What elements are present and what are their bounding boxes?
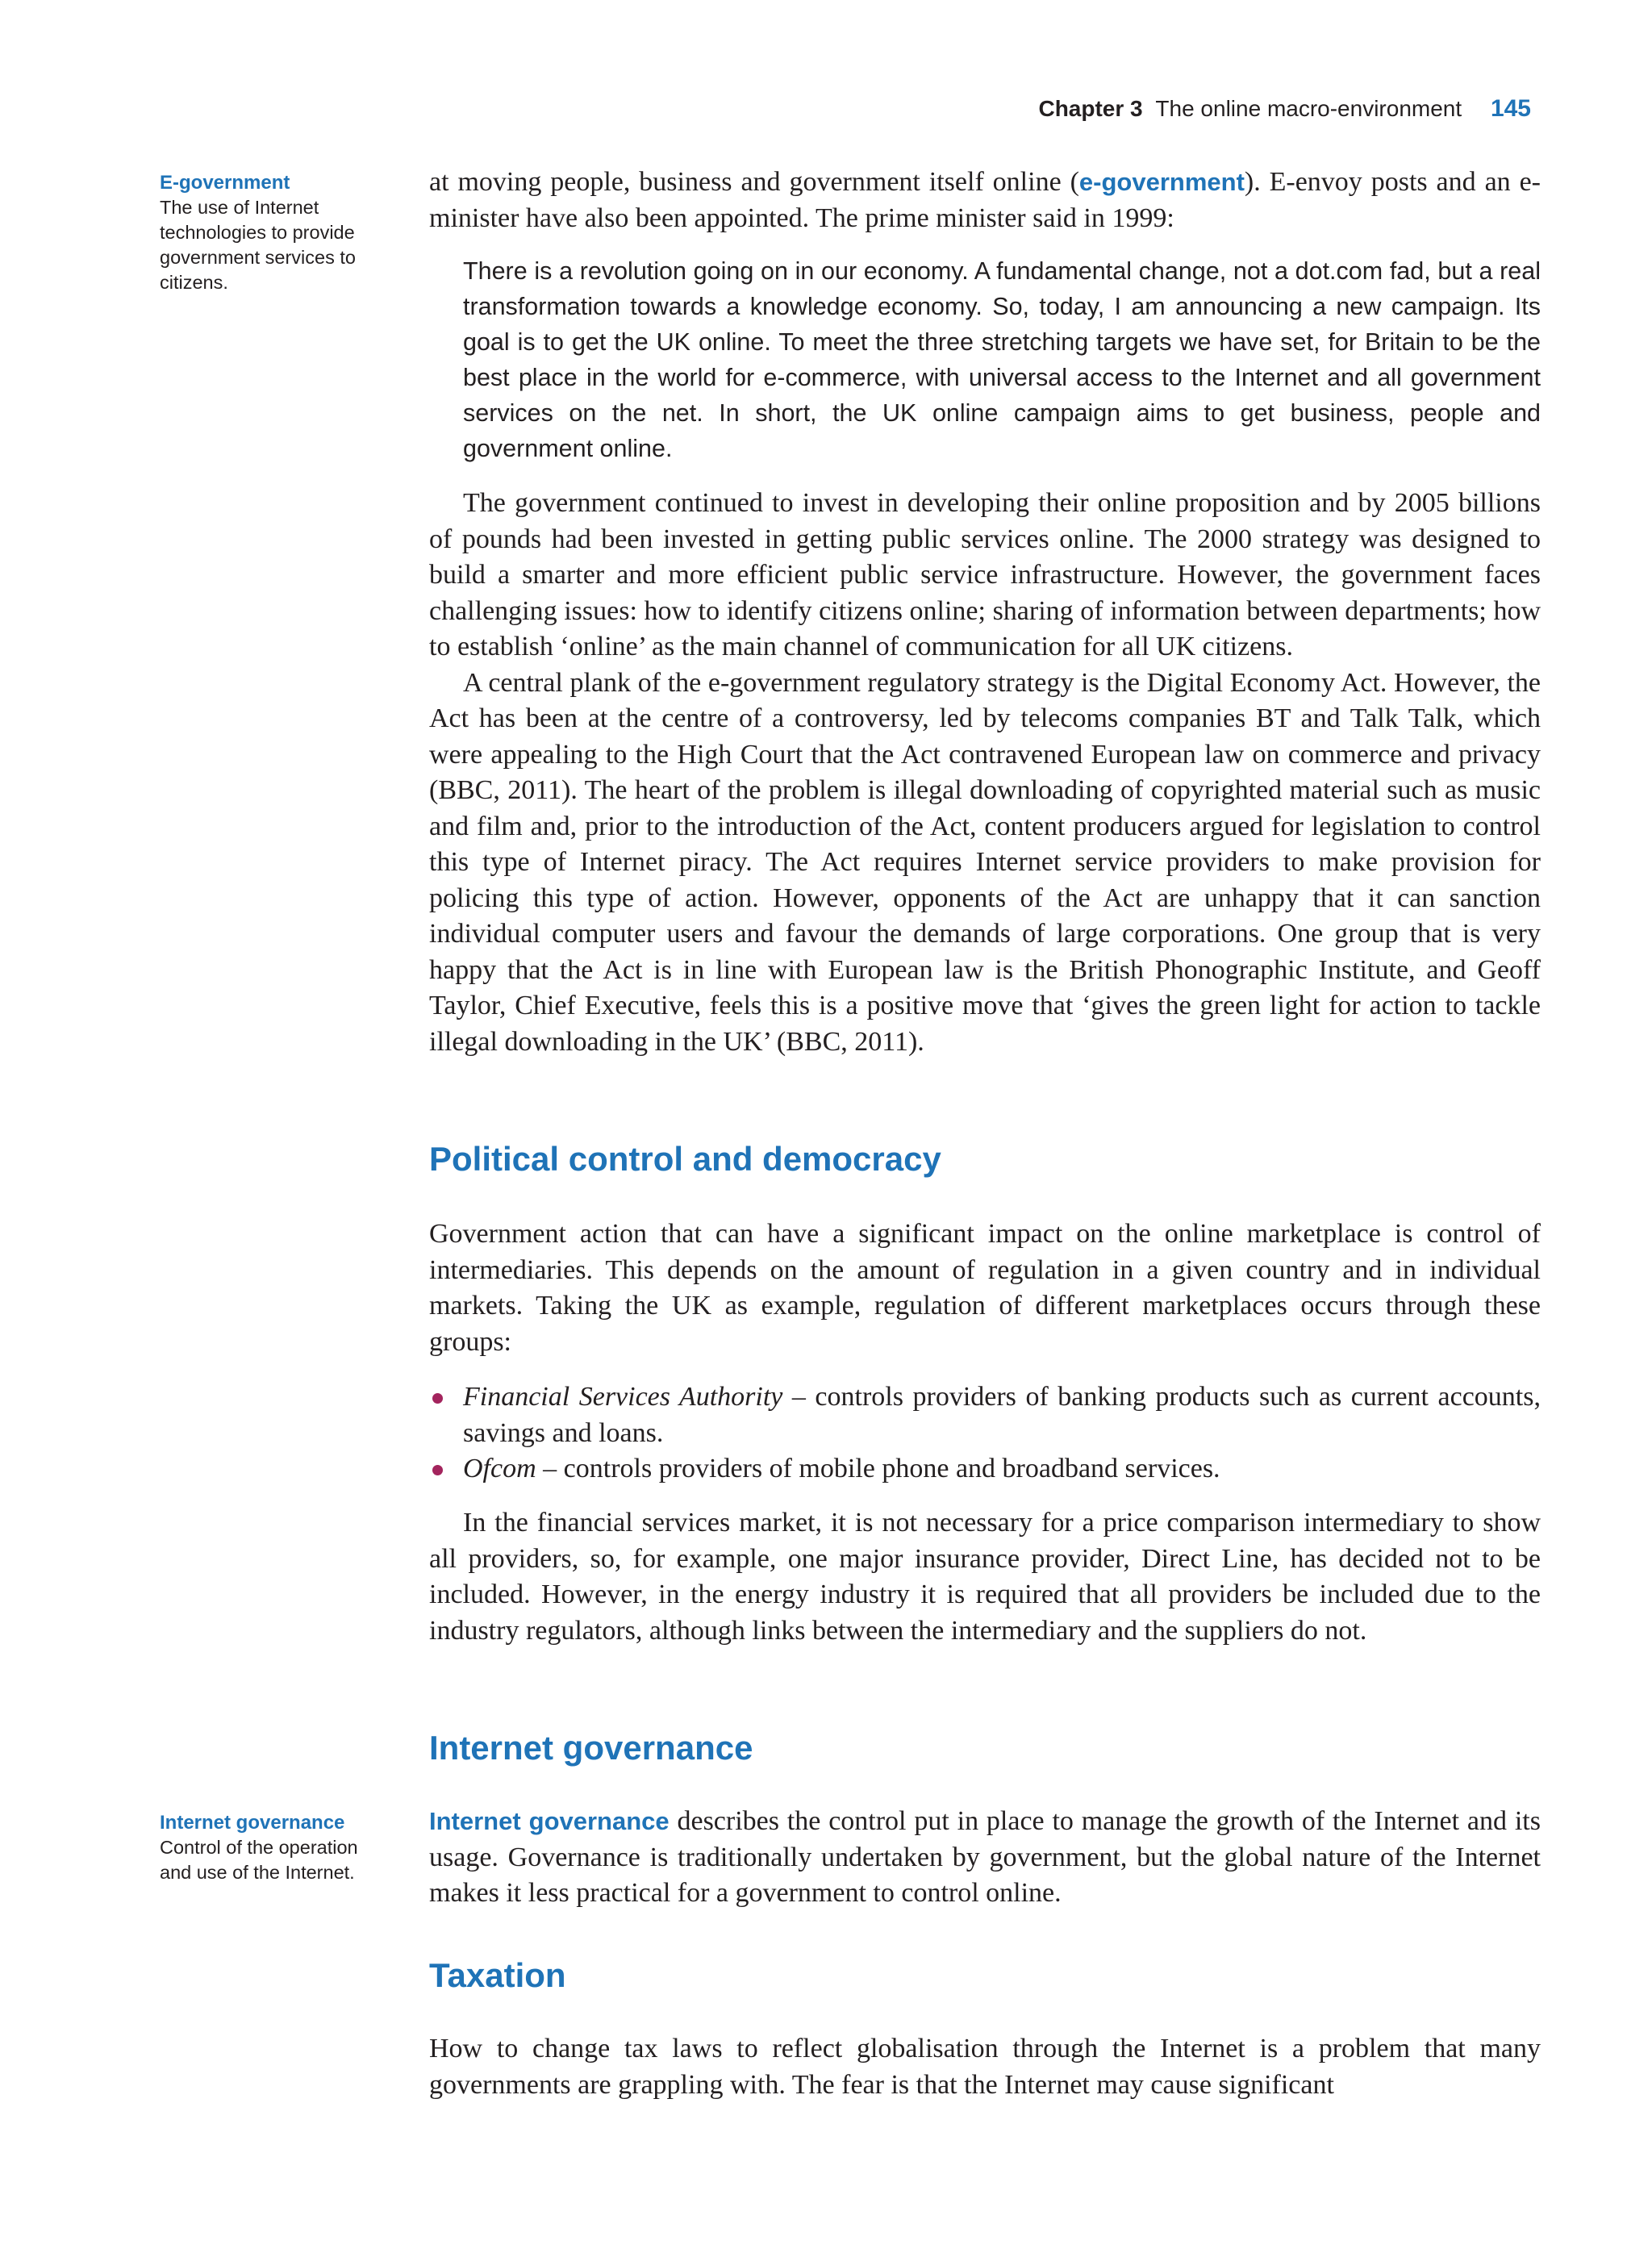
glossary-internet-governance	[160, 1810, 394, 1885]
chapter-title: The online macro-environment	[1155, 96, 1462, 121]
bullet-icon	[432, 1465, 443, 1475]
body-paragraph-2: A central plank of the e-government regulatory strategy is the Digital Economy Act. However, the Act has been at the centre of a controversy, led by telecoms companies BT and Talk Talk, which were appealing to the High Court that the Act contravened European law on commerce and privacy (BBC, 2011). The heart of the problem is illegal downloading of copyrighted material such as music and film and, prior to the introduction of the Act, content producers argued for legislation to control this type of Internet piracy. The Act requires Internet service providers to make provision for policing this type of action. However, opponents of the Act are unhappy that it can sanction individual computer users and favour the demands of large corporations. One group that is very happy that the Act is in line with European law is the British Phonographic Institute, and Geoff Taylor, Chief Executive, feels this is a positive move that ‘gives the green light for action to tackle illegal downloading in the UK’ (BBC, 2011).	[429, 667, 1541, 1057]
bullet-icon	[432, 1393, 443, 1404]
heading-political-control: Political control and democracy	[429, 1140, 941, 1178]
body-paragraph-3: Government action that can have a significant impact on the online marketplace is control of intermediaries. This depends on the amount of regulation in a given country and in individual markets. Taking the UK as example, regulation of different marketplaces occurs through these groups:	[429, 1219, 1541, 1357]
keyword-e-government: e-government	[1078, 168, 1245, 196]
glossary-term: Internet governance	[160, 1812, 345, 1834]
chapter-label: Chapter 3	[1038, 96, 1143, 121]
regulator-name: Financial Services Authority	[463, 1382, 783, 1412]
regulator-desc: – controls providers of banking products such as current accounts, savings and loans.	[463, 1382, 1541, 1448]
regulator-desc: – controls providers of mobile phone and broadband services.	[536, 1454, 1220, 1483]
glossary-e-government	[160, 170, 394, 295]
running-header	[1038, 95, 1531, 123]
body-paragraph-3-block	[429, 1216, 1541, 1360]
page-number: 145	[1490, 95, 1531, 122]
regulator-list	[429, 1379, 1541, 1488]
intro-text-after: ). E-envoy posts and an e-minister have also been appointed. The prime minister said in 1999:	[429, 167, 1541, 233]
intro-text-before: at moving people, business and government itself online (	[429, 167, 1079, 197]
body-paragraph-4: In the financial services market, it is not necessary for a price comparison intermediary to show all providers, so, for example, one major insurance provider, Direct Line, has decided not to be included. However, in the energy industry it is required that all providers be included due to the industry regulators, although links between the intermediary and the suppliers do not.	[429, 1508, 1541, 1646]
body-paragraph-6: How to change tax laws to reflect globalisation through the Internet is a problem that many governments are grappling with. The fear is that the Internet may cause significant	[429, 2034, 1541, 2100]
body-paragraph-4-block	[429, 1505, 1541, 1649]
prime-minister-quote	[463, 253, 1541, 466]
body-paragraph-5-block	[429, 1804, 1541, 1912]
quote-dotcom: dot.com	[1295, 257, 1383, 285]
glossary-term: E-government	[160, 172, 290, 194]
quote-text-before: There is a revolution going on in our economy. A fundamental change, not a	[463, 257, 1295, 285]
heading-taxation: Taxation	[429, 1956, 566, 1994]
list-item	[429, 1451, 1541, 1488]
body-paragraph-6-block	[429, 2031, 1541, 2103]
glossary-definition: Control of the operation and use of the Internet.	[160, 1837, 358, 1883]
glossary-definition: The use of Internet technologies to provide government services to citizens.	[160, 197, 356, 293]
body-paragraph-1-block	[429, 486, 1541, 1060]
list-item	[429, 1379, 1541, 1451]
keyword-internet-governance: Internet governance	[429, 1807, 670, 1835]
quote-text-after: fad, but a real transformation towards a knowledge economy. So, today, I am announcing a new campaign. Its goal is to get the UK online. To meet the three stretching targets we have set, for Britain to be the best place in the world for e-commerce, with universal access to the Internet and all government services on the net. In short, the UK online campaign aims to get business, people and government online.	[463, 257, 1541, 462]
body-paragraph-1: The government continued to invest in developing their online proposition and by 2005 billions of pounds had been invested in getting public services online. The 2000 strategy was designed to build a smarter and more efficient public service infrastructure. However, the government faces challenging issues: how to identify citizens online; sharing of information between departments; how to establish ‘online’ as the main channel of communication for all UK citizens.	[429, 488, 1541, 661]
regulator-name: Ofcom	[463, 1454, 536, 1483]
body-paragraph-5: describes the control put in place to manage the growth of the Internet and its usage. Governance is traditionally undertaken by government, but the global nature of the Internet makes it less practical for a government to control online.	[429, 1806, 1541, 1908]
intro-paragraph	[429, 165, 1541, 236]
heading-internet-governance: Internet governance	[429, 1729, 753, 1767]
